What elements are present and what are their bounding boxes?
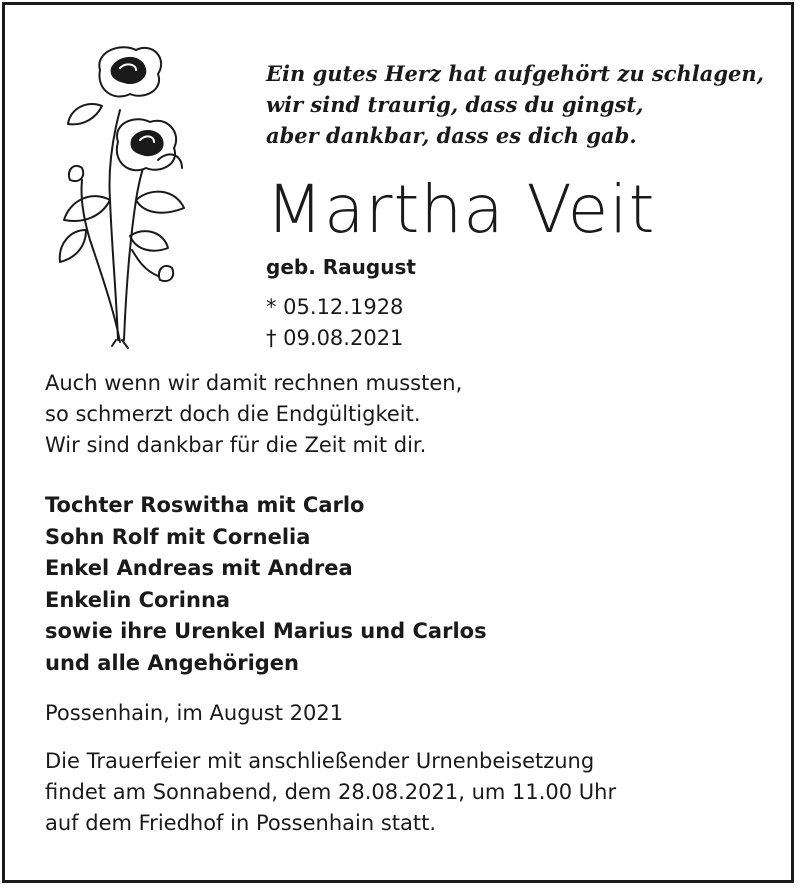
message-line: Wir sind dankbar für die Zeit mit dir. (45, 433, 427, 457)
mourner-line: und alle Angehörigen (45, 650, 299, 675)
mourner-line: sowie ihre Urenkel Marius und Carlos (45, 619, 487, 643)
birth-date: * 05.12.1928 (266, 295, 404, 319)
mourner-line: Enkel Andreas mit Andrea (45, 556, 353, 580)
quote-line: aber dankbar, dass es dich gab. (266, 123, 637, 148)
maiden-name: geb. Raugust (266, 255, 416, 279)
mourner-line: Tochter Roswitha mit Carlo (45, 493, 365, 517)
mourner-line: Sohn Rolf mit Cornelia (45, 524, 311, 549)
quote-line: wir sind traurig, dass du gingst, (266, 92, 644, 117)
funeral-service-info (45, 746, 616, 839)
mourner-line: Enkelin Corinna (45, 587, 231, 612)
message-line: so schmerzt doch die Endgültigkeit. (45, 402, 421, 426)
place-and-date: Possenhain, im August 2021 (45, 701, 344, 725)
service-line: Die Trauerfeier mit anschließender Urnenbeisetzung (45, 749, 595, 773)
rose-icon (40, 40, 185, 350)
service-line: auf dem Friedhof in Possenhain statt. (45, 811, 437, 835)
message-line: Auch wenn wir damit rechnen mussten, (45, 371, 463, 395)
life-dates (266, 292, 403, 354)
condolence-message (45, 368, 462, 461)
service-line: findet am Sonnabend, dem 28.08.2021, um 11.00 Uhr (45, 780, 617, 804)
death-date: † 09.08.2021 (266, 326, 404, 350)
mourners-list (45, 490, 487, 679)
deceased-name: Martha Veit (266, 171, 656, 248)
quote-line: Ein gutes Herz hat aufgehört zu schlagen, (266, 61, 764, 86)
memorial-quote (266, 58, 766, 151)
